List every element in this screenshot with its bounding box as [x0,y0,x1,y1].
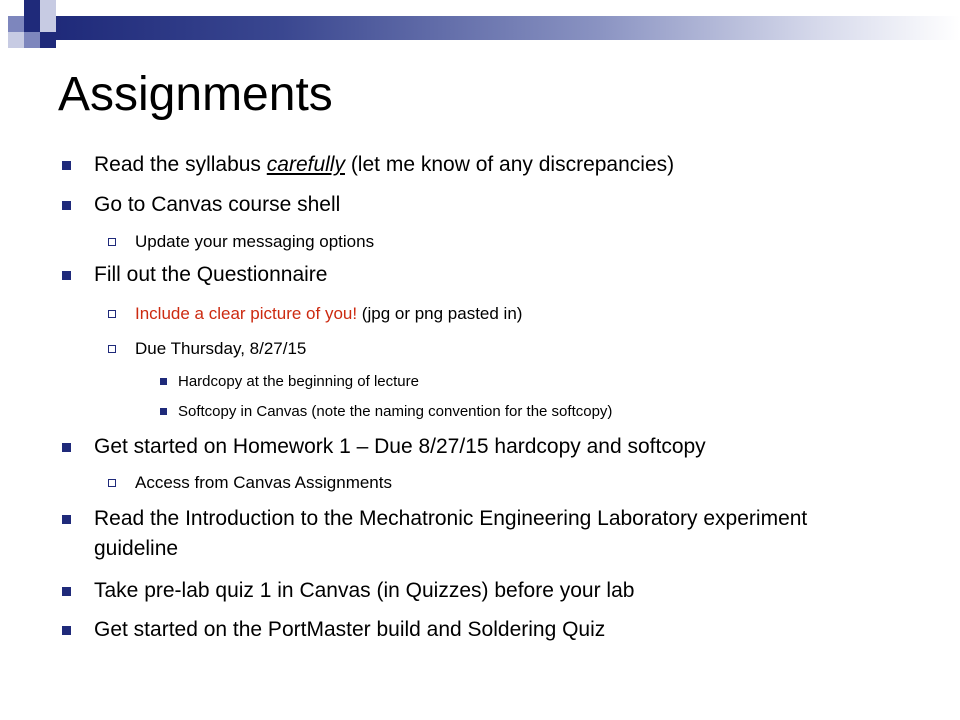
syllabus-text-end: (let me know of any discrepancies) [344,153,675,176]
list-item-questionnaire: Fill out the Questionnaire [94,263,328,286]
deco-square [8,32,24,48]
header-decoration [0,0,960,56]
list-item-portmaster: Get started on the PortMaster build and Soldering Quiz [94,618,606,641]
deco-square [24,32,40,48]
small-square-bullet-icon [160,378,167,385]
square-bullet-icon [62,587,71,596]
list-item-introduction: Read the Introduction to the Mechatronic Engineering Laboratory experiment guideline [94,507,808,560]
list-subitem-picture [135,302,522,326]
list-item-canvas: Go to Canvas course shell [94,193,341,216]
list-item-homework: Get started on Homework 1 – Due 8/27/15 hardcopy and softcopy [94,435,706,458]
slide-title: Assignments [58,68,333,121]
deco-square [40,32,56,48]
square-bullet-icon [62,443,71,452]
list-item-syllabus [94,150,674,180]
small-square-bullet-icon [160,408,167,415]
deco-square [8,16,24,32]
square-bullet-icon [62,201,71,210]
hollow-square-bullet-icon [108,479,116,487]
list-subitem-due: Due Thursday, 8/27/15 [135,339,307,358]
syllabus-text-start: Read the syllabus [94,153,267,176]
hollow-square-bullet-icon [108,345,116,353]
picture-highlight: Include a clear picture of you! [135,304,358,323]
syllabus-emphasis: carefully [266,153,345,176]
hollow-square-bullet-icon [108,310,116,318]
square-bullet-icon [62,626,71,635]
square-bullet-icon [62,271,71,280]
deco-square [24,0,40,16]
list-subsubitem-hardcopy: Hardcopy at the beginning of lecture [178,373,419,390]
square-bullet-icon [62,515,71,524]
deco-square [24,16,40,32]
list-item-prelab: Take pre-lab quiz 1 in Canvas (in Quizzes) before your lab [94,579,635,602]
hollow-square-bullet-icon [108,238,116,246]
deco-square [40,16,56,32]
deco-square [40,0,56,16]
list-subsubitem-softcopy: Softcopy in Canvas (note the naming convention for the softcopy) [178,403,613,420]
square-bullet-icon [62,161,71,170]
list-subitem-access: Access from Canvas Assignments [135,473,392,492]
picture-format: (jpg or png pasted in) [357,304,523,323]
list-subitem-messaging: Update your messaging options [135,232,375,251]
header-gradient-bar [56,16,960,40]
